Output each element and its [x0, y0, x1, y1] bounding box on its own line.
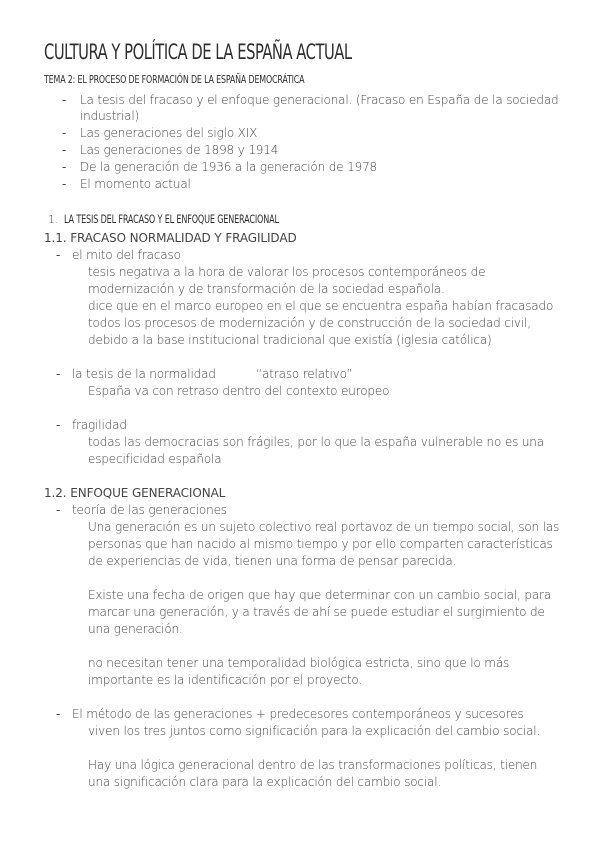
paragraph-line: una generación.: [88, 622, 183, 636]
document-title: CULTURA Y POLÍTICA DE LA ESPAÑA ACTUAL: [44, 40, 352, 64]
paragraph-line: no necesitan tener una temporalidad biológica estricta, sino que lo más: [88, 656, 510, 670]
paragraph-line: todas las democracias son frágiles, por lo que la españa vulnerable no es una: [88, 435, 544, 449]
paragraph-line: personas que han nacido al mismo tiempo y por ello comparten características: [88, 537, 553, 551]
toc-bullet: -: [62, 126, 67, 140]
toc-bullet: -: [62, 93, 67, 107]
fragilidad-label: fragilidad: [72, 418, 127, 432]
toc-item-4: De la generación de 1936 a la generación de 1978: [80, 160, 378, 174]
section-heading: LA TESIS DEL FRACASO Y EL ENFOQUE GENERACIONAL: [64, 212, 279, 226]
list-bullet: -: [56, 248, 61, 262]
list-bullet: -: [56, 367, 61, 381]
normalidad-label: la tesis de la normalidad: [72, 367, 216, 381]
paragraph-line: especificidad española: [88, 452, 222, 466]
normalidad-note: “atraso relativo”: [256, 367, 353, 381]
paragraph-line: una significación clara para la explicación del cambio social.: [88, 775, 442, 789]
toc-item-1-cont: industrial): [80, 109, 140, 123]
section-number: 1.: [48, 213, 59, 226]
paragraph-line: España va con retraso dentro del contexto europeo: [88, 384, 390, 398]
paragraph-line: Hay una lógica generacional dentro de las transformaciones políticas, tienen: [88, 758, 538, 772]
list-bullet: -: [56, 707, 61, 721]
mito-label: el mito del fracaso: [72, 248, 181, 262]
toc-bullet: -: [62, 160, 67, 174]
paragraph-line: todos los procesos de modernización y de construcción de la sociedad civil,: [88, 316, 531, 330]
paragraph-line: viven los tres juntos como significación para la explicación del cambio social.: [88, 724, 541, 738]
paragraph-line: marcar una generación, y a través de ahí se puede estudiar el surgimiento de: [88, 605, 545, 619]
paragraph-line: dice que en el marco europeo en el que se encuentra españa habían fracasado: [88, 299, 554, 313]
toc-bullet: -: [62, 143, 67, 157]
paragraph-line: importante es la identificación por el proyecto.: [88, 673, 363, 687]
teoria-label: teoría de las generaciones: [72, 503, 227, 517]
paragraph-line: modernización y de transformación de la sociedad española.: [88, 282, 445, 296]
toc-item-3: Las generaciones de 1898 y 1914: [80, 143, 279, 157]
toc-item-2: Las generaciones del siglo XIX: [80, 126, 258, 140]
subsection-heading-1-2: 1.2. ENFOQUE GENERACIONAL: [44, 486, 226, 500]
toc-item-1: La tesis del fracaso y el enfoque generacional. (Fracaso en España de la sociedad: [80, 93, 559, 107]
toc-bullet: -: [62, 177, 67, 191]
paragraph-line: tesis negativa a la hora de valorar los procesos contemporáneos de: [88, 265, 486, 279]
document-subtitle: TEMA 2: EL PROCESO DE FORMACIÓN DE LA ESPAÑA DEMOCRÁTICA: [44, 73, 305, 86]
metodo-label: El método de las generaciones + predecesores contemporáneos y sucesores: [72, 707, 524, 721]
paragraph-line: de experiencias de vida, tienen una forma de pensar parecida.: [88, 554, 457, 568]
paragraph-line: debido a la base institucional tradicional que existía (iglesia católica): [88, 333, 492, 347]
toc-item-5: El momento actual: [80, 177, 191, 191]
paragraph-line: Existe una fecha de origen que hay que determinar con un cambio social, para: [88, 588, 552, 602]
list-bullet: -: [56, 503, 61, 517]
subsection-heading-1-1: 1.1. FRACASO NORMALIDAD Y FRAGILIDAD: [44, 231, 297, 245]
paragraph-line: Una generación es un sujeto colectivo real portavoz de un tiempo social, son las: [88, 520, 560, 534]
list-bullet: -: [56, 418, 61, 432]
